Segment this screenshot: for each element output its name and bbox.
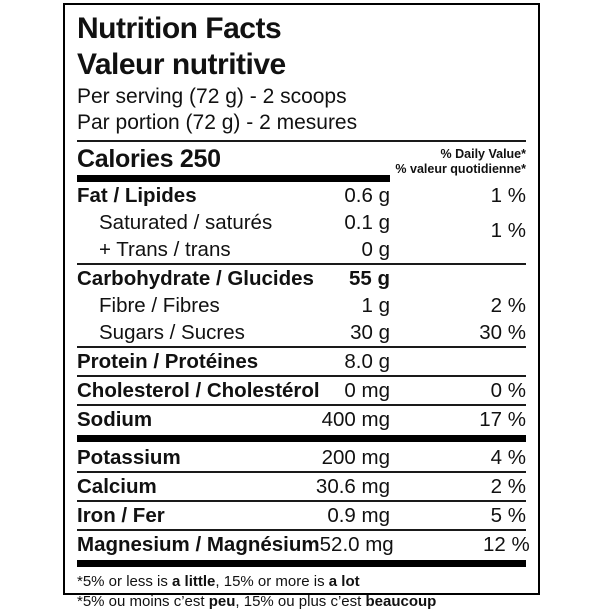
calories-value: Calories 250: [77, 145, 221, 173]
nutrient-daily-value: 2 %: [490, 475, 526, 498]
daily-value-header-english: % Daily Value*: [440, 147, 526, 161]
title-english: Nutrition Facts: [77, 12, 282, 45]
nutrient-amount: 52.0 mg: [319, 533, 394, 556]
nutrient-daily-value: [390, 350, 526, 373]
nutrient-daily-value: 1 %: [490, 184, 526, 207]
nutrient-row: [77, 292, 526, 319]
serving-size-french: Par portion (72 g) - 2 mesures: [77, 111, 358, 134]
row-divider: [77, 435, 526, 442]
title-french: Valeur nutritive: [77, 48, 286, 81]
footnote-line: *5% ou moins c’est peu, 15% ou plus c’est beaucoup: [77, 593, 437, 610]
nutrient-daily-value: 4 %: [490, 446, 526, 469]
nutrient-name: Sodium: [77, 408, 153, 431]
nutrient-amount: 200 mg: [321, 446, 390, 469]
nutrient-amount: 0.9 mg: [327, 504, 390, 527]
nutrient-row: [77, 502, 526, 529]
nutrient-amount: 30 g: [350, 321, 390, 344]
nutrient-row: [77, 473, 526, 500]
nutrient-row: [77, 377, 526, 404]
nutrient-name: Fibre / Fibres: [99, 294, 220, 317]
nutrient-name: + Trans / trans: [99, 238, 231, 261]
nutrient-amount: 0.6 g: [344, 184, 390, 207]
nutrient-name: Sugars / Sucres: [99, 321, 245, 344]
calories-section: [77, 142, 526, 182]
daily-value-header: [395, 146, 526, 177]
footnote-thick-bar: [77, 560, 526, 567]
nutrient-daily-value: 17 %: [479, 408, 526, 431]
nutrient-name: Cholesterol / Cholestérol: [77, 379, 320, 402]
nutrient-name: Fat / Lipides: [77, 184, 197, 207]
nutrient-daily-value: [390, 267, 526, 290]
nutrient-rows: [77, 182, 530, 558]
serving-size-english: Per serving (72 g) - 2 scoops: [77, 85, 347, 108]
nutrient-row: [77, 444, 526, 471]
nutrition-facts-label: [63, 3, 540, 610]
nutrient-amount: 0 g: [361, 238, 390, 261]
nutrient-name: Carbohydrate / Glucides: [77, 267, 314, 290]
nutrient-amount: 30.6 mg: [315, 475, 390, 498]
nutrient-name: Calcium: [77, 475, 157, 498]
calories-left: [77, 146, 390, 182]
nutrient-amount: 400 mg: [321, 408, 390, 431]
nutrient-daily-value: 1 %: [490, 219, 526, 242]
nutrient-name: Saturated / saturés: [99, 211, 273, 234]
daily-value-header-french: % valeur quotidienne*: [395, 162, 526, 176]
nutrient-daily-value: 0 %: [490, 379, 526, 402]
nutrient-name: Potassium: [77, 446, 181, 469]
calories-thick-bar: [77, 175, 390, 182]
nutrient-daily-value: 30 %: [479, 321, 526, 344]
nutrient-amount: 1 g: [361, 294, 390, 317]
nutrient-name: Magnesium / Magnésium: [77, 533, 320, 556]
nutrient-row: [77, 531, 530, 558]
nutrient-row: [77, 209, 526, 242]
nutrient-row: [77, 319, 526, 346]
nutrient-daily-value: 12 %: [482, 533, 530, 556]
nutrient-row: [77, 406, 526, 433]
nutrient-amount: 0.1 g: [344, 211, 390, 234]
footnotes: [77, 569, 526, 612]
nutrient-row: [77, 182, 526, 209]
nutrient-daily-value: 5 %: [490, 504, 526, 527]
nutrient-name: Protein / Protéines: [77, 350, 259, 373]
nutrient-name: Iron / Fer: [77, 504, 165, 527]
nutrient-row: [77, 348, 526, 375]
nutrient-amount: 8.0 g: [344, 350, 390, 373]
nutrient-amount: 55 g: [348, 267, 390, 290]
footnote-line: *5% or less is a little, 15% or more is a lot: [77, 573, 360, 590]
nutrient-amount: 0 mg: [344, 379, 390, 402]
nutrient-row: [77, 265, 526, 292]
nutrient-daily-value: 2 %: [490, 294, 526, 317]
